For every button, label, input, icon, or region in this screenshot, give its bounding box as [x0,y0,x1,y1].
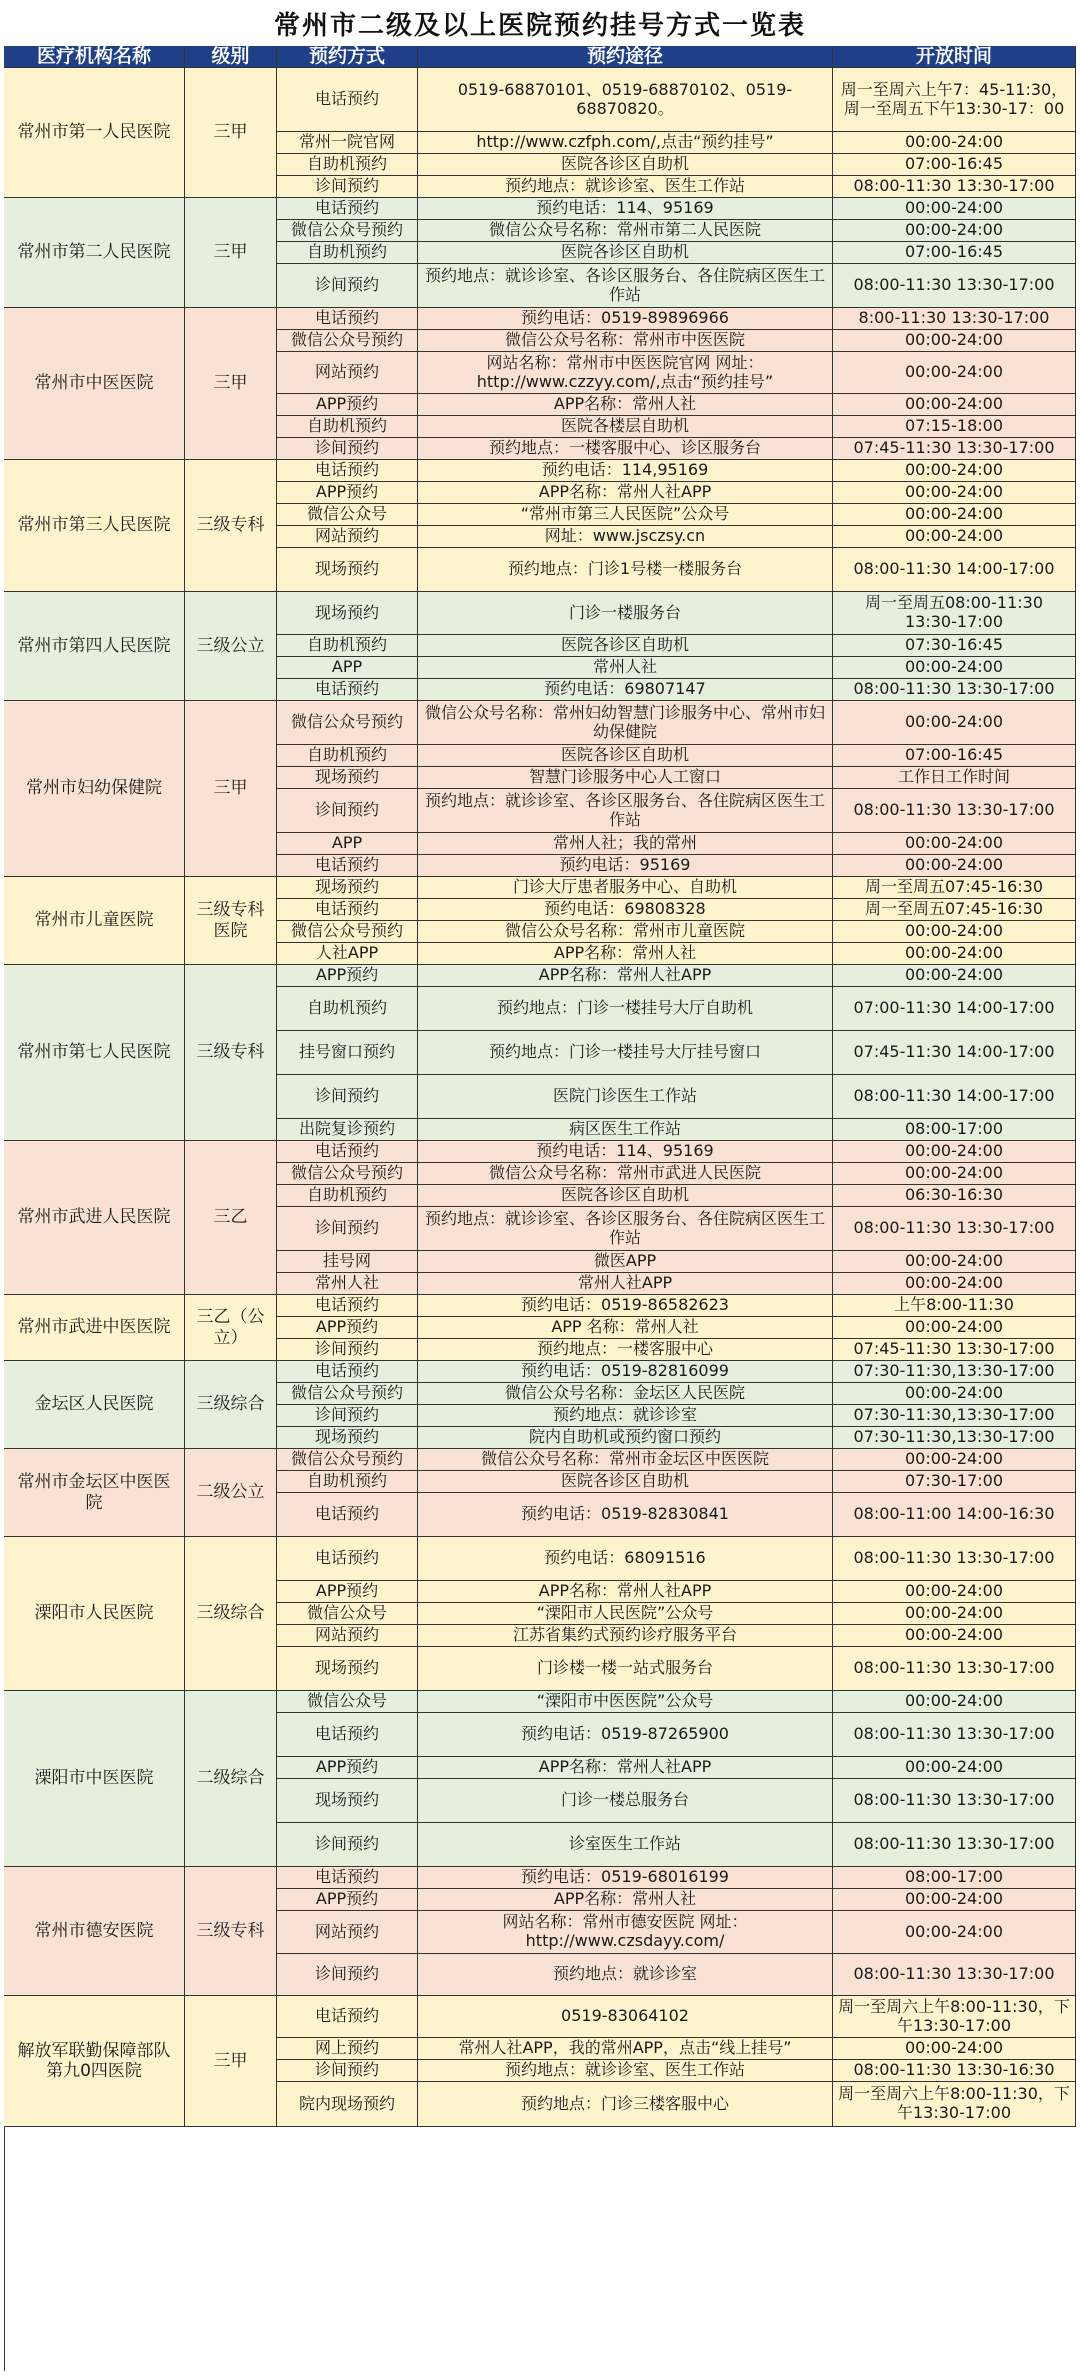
open-time: 08:00-11:30 13:30-17:00 [833,789,1076,833]
appointment-method: 电话预约 [277,1361,418,1383]
appointment-channel: 预约地点：就诊诊室、各诊区服务台、各住院病区医生工作站 [418,264,833,308]
appointment-channel: APP名称：常州人社APP [418,965,833,987]
appointment-channel: 预约电话：95169 [418,855,833,877]
appointment-channel: APP名称：常州人社APP [418,482,833,504]
appointment-channel: 医院各诊区自助机 [418,745,833,767]
appointment-channel: 预约电话：69808328 [418,899,833,921]
open-time: 8:00-11:30 13:30-17:00 [833,308,1076,330]
appointment-method: 自助机预约 [277,745,418,767]
open-time: 00:00-24:00 [833,943,1076,965]
appointment-method: 现场预约 [277,1779,418,1823]
appointment-method: APP [277,833,418,855]
hospital-name: 溧阳市中医医院 [4,1691,185,1867]
appointment-channel: 0519-83064102 [418,1996,833,2038]
appointment-channel: 病区医生工作站 [418,1119,833,1141]
appointment-channel: 预约地点：就诊诊室 [418,1405,833,1427]
open-time: 08:00-17:00 [833,1119,1076,1141]
appointment-method: 自助机预约 [277,1471,418,1493]
appointment-channel: 预约电话：0519-89896966 [418,308,833,330]
open-time: 00:00-24:00 [833,330,1076,352]
header-hospital-name: 医疗机构名称 [4,46,185,68]
hospital-level: 二级综合 [185,1691,277,1867]
open-time: 07:30-11:30,13:30-17:00 [833,1427,1076,1449]
hospital-name: 常州市第一人民医院 [4,68,185,198]
open-time: 00:00-24:00 [833,1581,1076,1603]
open-time: 06:30-16:30 [833,1185,1076,1207]
appointment-channel: APP名称：常州人社APP [418,1757,833,1779]
hospital-level: 三甲 [185,701,277,877]
appointment-channel: “溧阳市中医医院”公众号 [418,1691,833,1713]
open-time: 08:00-11:00 14:00-16:30 [833,1493,1076,1537]
header-channel: 预约途径 [418,46,833,68]
appointment-channel: “溧阳市人民医院”公众号 [418,1603,833,1625]
appointment-method: APP [277,657,418,679]
open-time: 00:00-24:00 [833,657,1076,679]
appointment-channel: 预约地点：门诊一楼挂号大厅自助机 [418,987,833,1031]
document-title: 常州市二级及以上医院预约挂号方式一览表 [273,10,806,41]
appointment-channel: “常州市第三人民医院”公众号 [418,504,833,526]
open-time: 00:00-24:00 [833,1449,1076,1471]
appointment-method: 诊间预约 [277,1075,418,1119]
appointment-channel: 门诊大厅患者服务中心、自助机 [418,877,833,899]
open-time: 00:00-24:00 [833,855,1076,877]
open-time: 07:45-11:30 13:30-17:00 [833,1339,1076,1361]
hospital-name: 常州市武进中医医院 [4,1295,185,1361]
hospital-name: 常州市妇幼保健院 [4,701,185,877]
hospital-name: 常州市第七人民医院 [4,965,185,1141]
open-time: 00:00-24:00 [833,1317,1076,1339]
appointment-channel: 预约地点：门诊1号楼一楼服务台 [418,548,833,592]
hospital-level: 三甲 [185,198,277,308]
appointment-method: 微信公众号预约 [277,330,418,352]
open-time: 00:00-24:00 [833,2038,1076,2060]
appointment-channel: 预约电话：0519-82830841 [418,1493,833,1537]
hospital-level: 三级专科 [185,460,277,592]
hospital-level: 三级专科医院 [185,877,277,965]
appointment-method: 自助机预约 [277,987,418,1031]
appointment-method: 自助机预约 [277,242,418,264]
open-time: 00:00-24:00 [833,1691,1076,1713]
open-time: 00:00-24:00 [833,394,1076,416]
open-time: 08:00-17:00 [833,1867,1076,1889]
open-time: 00:00-24:00 [833,833,1076,855]
appointment-method: 电话预约 [277,460,418,482]
open-time: 00:00-24:00 [833,1603,1076,1625]
appointment-channel: 医院各楼层自助机 [418,416,833,438]
hospital-name: 常州市德安医院 [4,1867,185,1996]
hospital-name: 常州市武进人民医院 [4,1141,185,1295]
appointment-channel: 微信公众号名称：常州市中医医院 [418,330,833,352]
appointment-method: 出院复诊预约 [277,1119,418,1141]
appointment-channel: 微信公众号名称：常州市武进人民医院 [418,1163,833,1185]
appointment-method: 电话预约 [277,1295,418,1317]
appointment-method: 电话预约 [277,308,418,330]
appointment-method: APP预约 [277,1581,418,1603]
appointment-channel: http://www.czfph.com/,点击“预约挂号” [418,132,833,154]
appointment-method: 诊间预约 [277,1405,418,1427]
hospital-name: 解放军联勤保障部队第九0四医院 [4,1996,185,2127]
appointment-channel: 预约地点：一楼客服中心、诊区服务台 [418,438,833,460]
appointment-method: 现场预约 [277,592,418,635]
appointment-method: 电话预约 [277,198,418,220]
appointment-channel: 预约地点：一楼客服中心 [418,1339,833,1361]
appointment-method: 电话预约 [277,679,418,701]
hospital-name: 常州市第四人民医院 [4,592,185,701]
appointment-method: 网站预约 [277,1625,418,1647]
open-time: 00:00-24:00 [833,921,1076,943]
appointment-method: 微信公众号预约 [277,220,418,242]
open-time: 00:00-24:00 [833,1757,1076,1779]
appointment-channel: 常州人社；我的常州 [418,833,833,855]
open-time: 工作日工作时间 [833,767,1076,789]
hospital-level: 三级公立 [185,592,277,701]
appointment-method: 自助机预约 [277,1185,418,1207]
open-time: 00:00-24:00 [833,526,1076,548]
appointment-channel: 常州人社APP [418,1273,833,1295]
appointment-method: 电话预约 [277,899,418,921]
appointment-method: 微信公众号预约 [277,1383,418,1405]
open-time: 00:00-24:00 [833,1383,1076,1405]
hospital-name: 常州市金坛区中医医院 [4,1449,185,1537]
open-time: 00:00-24:00 [833,352,1076,394]
appointment-channel: 预约电话：0519-68016199 [418,1867,833,1889]
appointment-channel: 常州人社APP，我的常州APP，点击“线上挂号” [418,2038,833,2060]
appointment-method: 微信公众号 [277,1603,418,1625]
appointment-method: 挂号窗口预约 [277,1031,418,1075]
appointment-channel: 智慧门诊服务中心人工窗口 [418,767,833,789]
appointment-method: 常州人社 [277,1273,418,1295]
appointment-method: 电话预约 [277,68,418,132]
appointment-channel: 预约电话：0519-87265900 [418,1713,833,1757]
appointment-channel: 预约电话：69807147 [418,679,833,701]
appointment-channel: 预约电话：0519-86582623 [418,1295,833,1317]
appointment-method: 挂号网 [277,1251,418,1273]
appointment-channel: 门诊楼一楼一站式服务台 [418,1647,833,1691]
appointment-method: 电话预约 [277,1713,418,1757]
open-time: 08:00-11:30 13:30-17:00 [833,1954,1076,1996]
appointment-method: 网站预约 [277,1911,418,1954]
hospital-name: 金坛区人民医院 [4,1361,185,1449]
appointment-channel: 预约地点：就诊诊室、医生工作站 [418,176,833,198]
open-time: 00:00-24:00 [833,1273,1076,1295]
hospital-level: 三乙 [185,1141,277,1295]
appointment-method: 网上预约 [277,2038,418,2060]
appointment-channel: 诊室医生工作站 [418,1823,833,1867]
appointment-method: APP预约 [277,482,418,504]
open-time: 00:00-24:00 [833,1251,1076,1273]
appointment-channel: 医院门诊医生工作站 [418,1075,833,1119]
appointment-channel: 网址：www.jsczsy.cn [418,526,833,548]
open-time: 07:30-17:00 [833,1471,1076,1493]
appointment-channel: 网站名称：常州市德安医院 网址：http://www.czsdayy.com/ [418,1911,833,1954]
appointment-channel: APP名称：常州人社 [418,394,833,416]
open-time: 08:00-11:30 14:00-17:00 [833,1075,1076,1119]
appointment-method: 现场预约 [277,767,418,789]
header-open-time: 开放时间 [833,46,1076,68]
appointment-channel: 微信公众号名称：常州市金坛区中医医院 [418,1449,833,1471]
appointment-channel: 预约电话：114、95169 [418,1141,833,1163]
hospital-level: 三级综合 [185,1361,277,1449]
open-time: 00:00-24:00 [833,198,1076,220]
appointment-method: 诊间预约 [277,789,418,833]
appointment-channel: 预约地点：就诊诊室、各诊区服务台、各住院病区医生工作站 [418,789,833,833]
open-time: 周一至周六上午8:00-11:30，下午13:30-17:00 [833,1996,1076,2038]
open-time: 08:00-11:30 13:30-17:00 [833,264,1076,308]
appointment-method: 诊间预约 [277,1207,418,1251]
header-method: 预约方式 [277,46,418,68]
hospital-name: 常州市儿童医院 [4,877,185,965]
appointment-channel: 预约地点：就诊诊室、医生工作站 [418,2060,833,2082]
hospital-name: 常州市中医医院 [4,308,185,460]
appointment-method: 微信公众号预约 [277,1163,418,1185]
hospital-level: 二级公立 [185,1449,277,1537]
open-time: 08:00-11:30 13:30-17:00 [833,1207,1076,1251]
appointment-method: 电话预约 [277,1996,418,2038]
appointment-method: 诊间预约 [277,176,418,198]
appointment-channel: APP名称：常州人社APP [418,1581,833,1603]
hospital-level: 三甲 [185,68,277,198]
open-time: 00:00-24:00 [833,132,1076,154]
open-time: 08:00-11:30 13:30-17:00 [833,1537,1076,1581]
appointment-method: 诊间预约 [277,438,418,460]
open-time: 00:00-24:00 [833,701,1076,745]
open-time: 08:00-11:30 13:30-17:00 [833,1779,1076,1823]
open-time: 08:00-11:30 13:30-17:00 [833,1647,1076,1691]
open-time: 08:00-11:30 13:30-17:00 [833,176,1076,198]
hospital-name: 溧阳市人民医院 [4,1537,185,1691]
appointment-channel: 微医APP [418,1251,833,1273]
appointment-channel: 预约地点：门诊一楼挂号大厅挂号窗口 [418,1031,833,1075]
hospital-name: 常州市第三人民医院 [4,460,185,592]
open-time: 07:15-18:00 [833,416,1076,438]
appointment-method: APP预约 [277,394,418,416]
appointment-channel: 门诊一楼服务台 [418,592,833,635]
appointment-channel: 医院各诊区自助机 [418,1185,833,1207]
hospital-level: 三乙（公立） [185,1295,277,1361]
hospital-appointment-table [4,46,1076,2371]
open-time: 08:00-11:30 13:30-17:00 [833,1823,1076,1867]
appointment-method: 常州一院官网 [277,132,418,154]
hospital-level: 三级综合 [185,1537,277,1691]
appointment-channel: 预约地点：就诊诊室、各诊区服务台、各住院病区医生工作站 [418,1207,833,1251]
open-time: 00:00-24:00 [833,1625,1076,1647]
appointment-channel: 预约电话：114,95169 [418,460,833,482]
open-time: 周一至周六上午7：45-11:30，周一至周五下午13:30-17：00 [833,68,1076,132]
appointment-channel: 网站名称：常州市中医医院官网 网址：http://www.czzyy.com/,点击“预约挂号” [418,352,833,394]
appointment-method: 网站预约 [277,526,418,548]
appointment-channel: 江苏省集约式预约诊疗服务平台 [418,1625,833,1647]
appointment-channel: APP名称：常州人社 [418,943,833,965]
appointment-channel: 医院各诊区自助机 [418,154,833,176]
appointment-method: 院内现场预约 [277,2082,418,2127]
appointment-channel: 医院各诊区自助机 [418,635,833,657]
open-time: 08:00-11:30 14:00-17:00 [833,548,1076,592]
appointment-method: 诊间预约 [277,1823,418,1867]
open-time: 07:30-11:30,13:30-17:00 [833,1361,1076,1383]
appointment-method: 现场预约 [277,548,418,592]
hospital-level: 三甲 [185,1996,277,2127]
open-time: 07:00-16:45 [833,745,1076,767]
open-time: 00:00-24:00 [833,504,1076,526]
appointment-channel: 院内自助机或预约窗口预约 [418,1427,833,1449]
open-time: 07:00-11:30 14:00-17:00 [833,987,1076,1031]
appointment-channel: APP名称：常州人社 [418,1889,833,1911]
appointment-channel: 微信公众号名称：常州市儿童医院 [418,921,833,943]
appointment-channel: 0519-68870101、0519-68870102、0519-68870820。 [418,68,833,132]
appointment-method: 诊间预约 [277,1954,418,1996]
appointment-method: 人社APP [277,943,418,965]
appointment-channel: 预约电话：0519-82816099 [418,1361,833,1383]
open-time: 08:00-11:30 13:30-16:30 [833,2060,1076,2082]
appointment-channel: 医院各诊区自助机 [418,1471,833,1493]
open-time: 07:30-16:45 [833,635,1076,657]
appointment-channel: 预约电话：114、95169 [418,198,833,220]
open-time: 周一至周五07:45-16:30 [833,877,1076,899]
hospital-level: 三级专科 [185,965,277,1141]
open-time: 07:45-11:30 13:30-17:00 [833,438,1076,460]
appointment-method: 自助机预约 [277,416,418,438]
appointment-method: 诊间预约 [277,1339,418,1361]
open-time: 00:00-24:00 [833,1141,1076,1163]
appointment-channel: 常州人社 [418,657,833,679]
appointment-channel: 预约地点：就诊诊室 [418,1954,833,1996]
open-time: 00:00-24:00 [833,1889,1076,1911]
open-time: 08:00-11:30 13:30-17:00 [833,679,1076,701]
hospital-level: 三级专科 [185,1867,277,1996]
open-time: 00:00-24:00 [833,482,1076,504]
appointment-method: 诊间预约 [277,2060,418,2082]
appointment-method: 自助机预约 [277,635,418,657]
appointment-method: 网站预约 [277,352,418,394]
appointment-method: 现场预约 [277,877,418,899]
appointment-method: 微信公众号 [277,504,418,526]
open-time: 周一至周五07:45-16:30 [833,899,1076,921]
appointment-method: 微信公众号预约 [277,921,418,943]
open-time: 周一至周五08:00-11:30 13:30-17:00 [833,592,1076,635]
appointment-channel: 微信公众号名称：常州市第二人民医院 [418,220,833,242]
open-time: 周一至周六上午8:00-11:30，下午13:30-17:00 [833,2082,1076,2127]
appointment-channel: 微信公众号名称：常州妇幼智慧门诊服务中心、常州市妇幼保健院 [418,701,833,745]
appointment-method: 电话预约 [277,1537,418,1581]
open-time: 07:00-16:45 [833,154,1076,176]
appointment-channel: 门诊一楼总服务台 [418,1779,833,1823]
appointment-method: 微信公众号预约 [277,701,418,745]
appointment-method: 电话预约 [277,855,418,877]
header-level: 级别 [185,46,277,68]
appointment-method: 诊间预约 [277,264,418,308]
appointment-method: 电话预约 [277,1141,418,1163]
open-time: 00:00-24:00 [833,220,1076,242]
open-time: 00:00-24:00 [833,1911,1076,1954]
appointment-method: APP预约 [277,1889,418,1911]
appointment-channel: 预约电话：68091516 [418,1537,833,1581]
open-time: 上午8:00-11:30 [833,1295,1076,1317]
open-time: 00:00-24:00 [833,965,1076,987]
appointment-method: 电话预约 [277,1493,418,1537]
appointment-method: APP预约 [277,1317,418,1339]
appointment-method: 自助机预约 [277,154,418,176]
open-time: 00:00-24:00 [833,460,1076,482]
hospital-level: 三甲 [185,308,277,460]
open-time: 08:00-11:30 13:30-17:00 [833,1713,1076,1757]
appointment-method: 电话预约 [277,1867,418,1889]
open-time: 07:00-16:45 [833,242,1076,264]
appointment-method: 现场预约 [277,1647,418,1691]
appointment-channel: 医院各诊区自助机 [418,242,833,264]
appointment-method: APP预约 [277,965,418,987]
appointment-channel: 预约地点：门诊三楼客服中心 [418,2082,833,2127]
appointment-channel: 微信公众号名称：金坛区人民医院 [418,1383,833,1405]
open-time: 07:30-11:30,13:30-17:00 [833,1405,1076,1427]
open-time: 07:45-11:30 14:00-17:00 [833,1031,1076,1075]
appointment-method: 微信公众号 [277,1691,418,1713]
appointment-channel: APP 名称：常州人社 [418,1317,833,1339]
appointment-method: 现场预约 [277,1427,418,1449]
open-time: 00:00-24:00 [833,1163,1076,1185]
hospital-name: 常州市第二人民医院 [4,198,185,308]
appointment-method: APP预约 [277,1757,418,1779]
appointment-method: 微信公众号预约 [277,1449,418,1471]
